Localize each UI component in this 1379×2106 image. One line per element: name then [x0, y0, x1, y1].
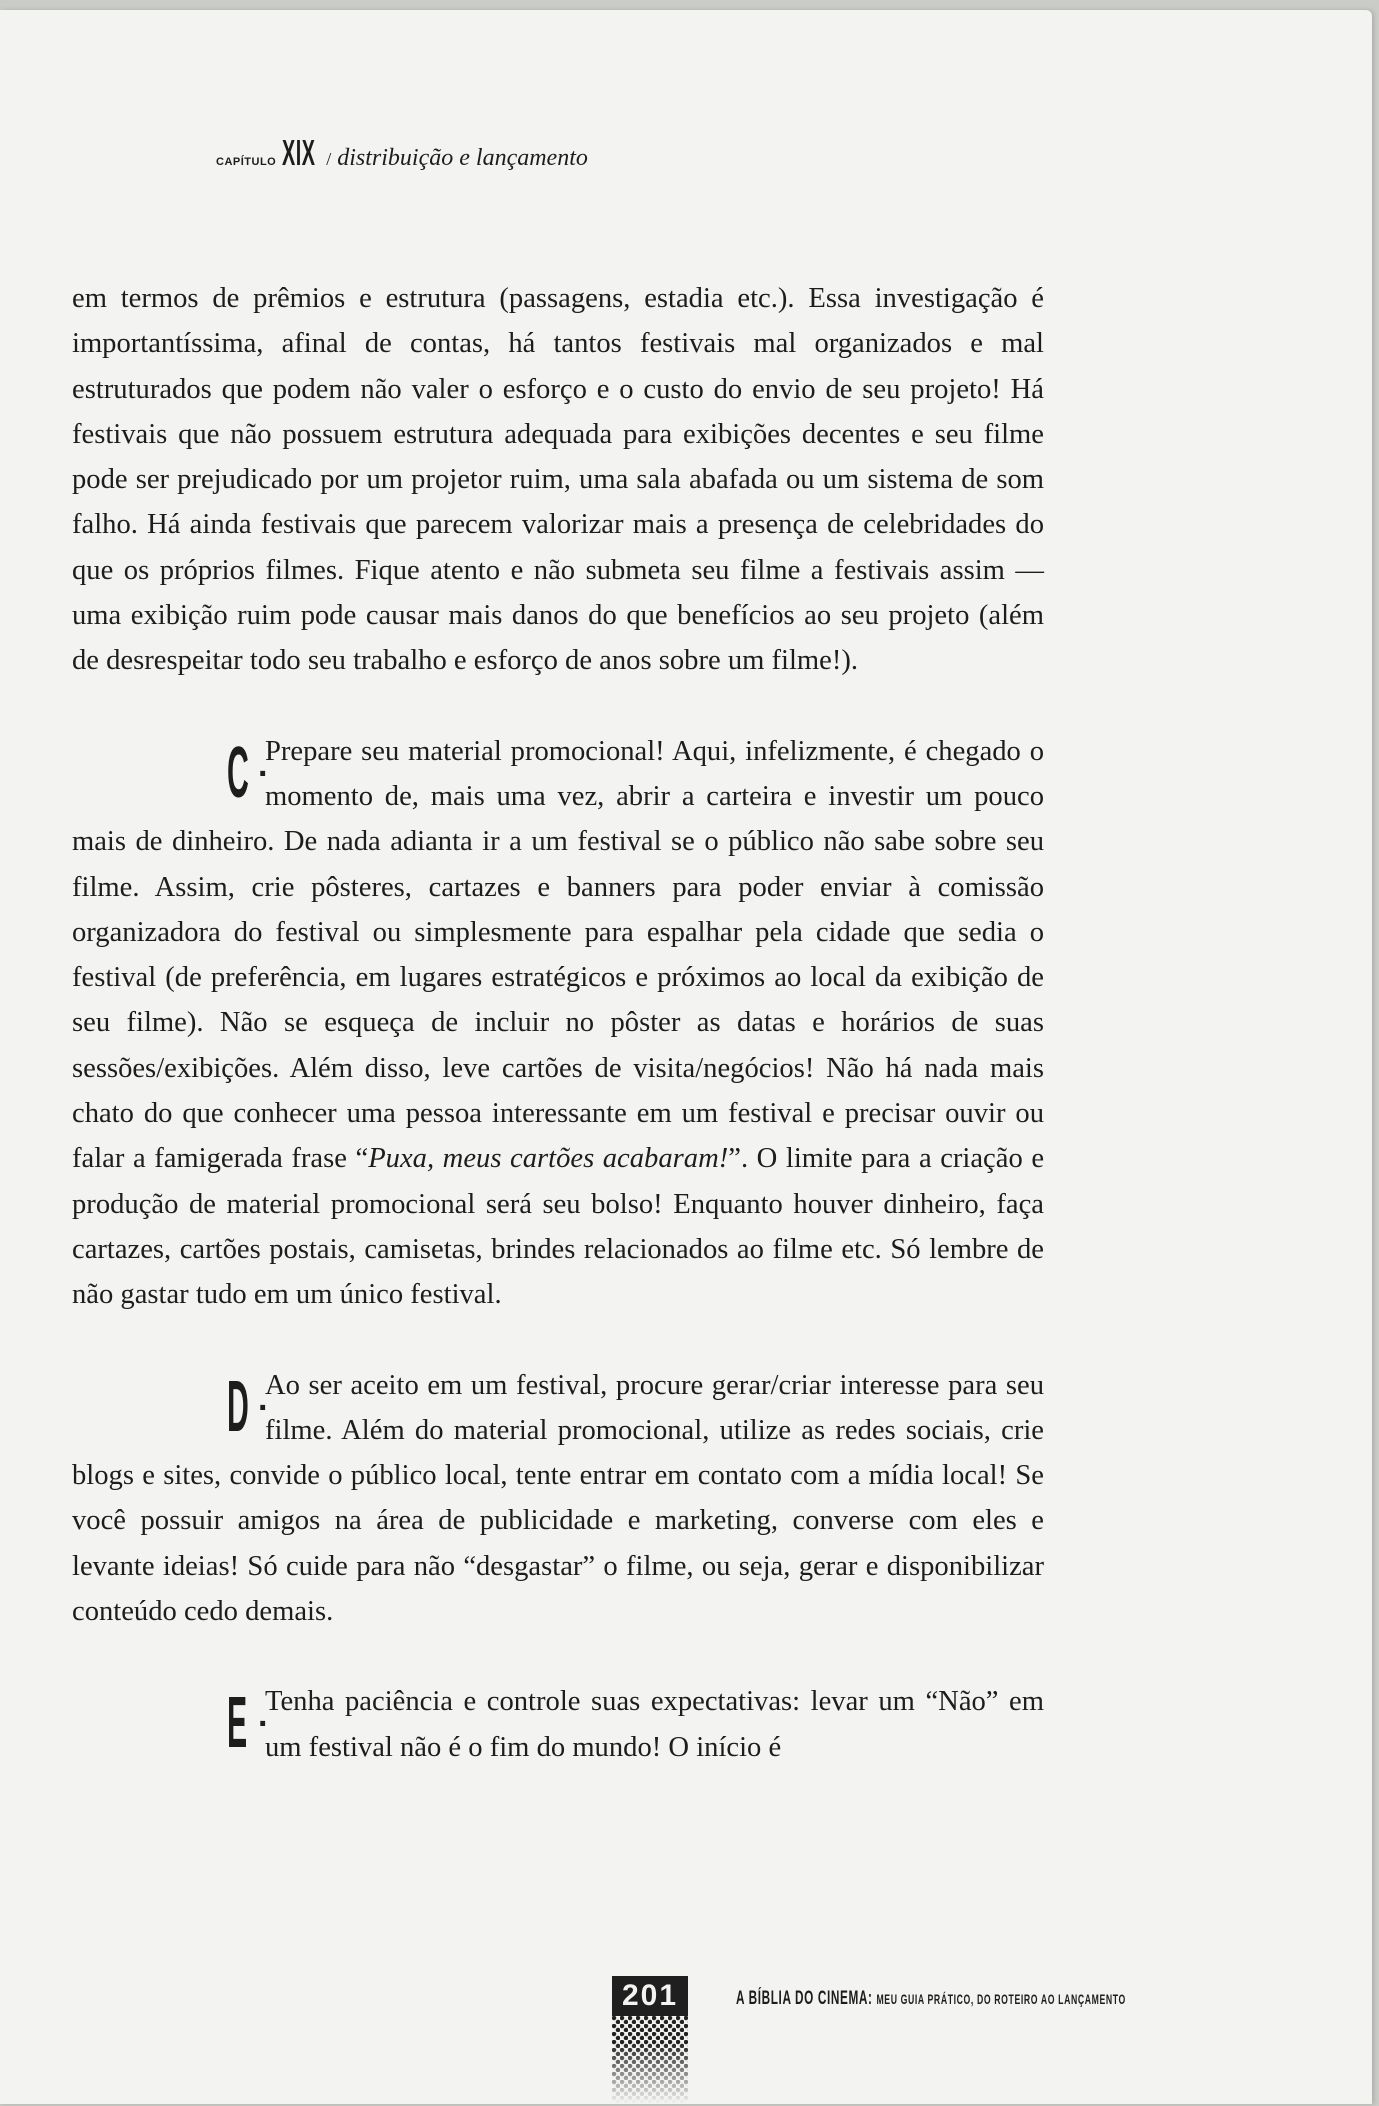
- dropcap-dot: .: [258, 745, 268, 784]
- book-title: A BÍBLIA DO CINEMA:: [736, 1988, 873, 2009]
- chapter-label: CAPÍTULO: [216, 156, 277, 168]
- dropcap-dot: .: [258, 1379, 268, 1418]
- dropcap-letter: E: [227, 1683, 248, 1764]
- header-separator: /: [326, 149, 332, 169]
- page-footer: [612, 1976, 1365, 2106]
- page-number-block: [612, 1976, 688, 2106]
- dropcap-letter: D: [227, 1366, 249, 1447]
- page-number: 201: [612, 1976, 688, 2016]
- dropcap-letter: C: [227, 732, 249, 813]
- list-item-c: [72, 729, 1044, 1318]
- running-footer: [736, 1988, 1126, 2010]
- item-e-text: Tenha paciência e controle suas expectativas: levar um “Não” em um festival não é o fim do mundo! O início é: [265, 1686, 1044, 1763]
- dropcap-dot: .: [258, 1696, 268, 1735]
- section-title: distribuição e lançamento: [337, 145, 588, 171]
- list-item-e: [72, 1679, 1044, 1770]
- chapter-number: XIX: [282, 132, 316, 173]
- item-c-quote: Puxa, meus cartões acabaram!: [368, 1143, 729, 1175]
- item-d-text: Ao ser aceito em um festival, procure gerar/criar interesse para seu filme. Além do material promocional, utilize as redes sociais, crie blogs e sites, convide o público local, tente entrar em contato com a mídia local! Se você possuir amigos na área de publicidade e marketing, converse com eles e levante ideias! Só cuide para não “desgastar” o filme, ou seja, gerar e disponibilizar conteúdo cedo demais.: [72, 1369, 1044, 1628]
- intro-paragraph: em termos de prêmios e estrutura (passagens, estadia etc.). Essa investigação é importantíssima, afinal de contas, há tantos festivais mal organizados e mal estruturados que podem não valer o esforço e o custo do envio de seu projeto! Há festivais que não possuem estrutura adequada para exibições decentes e seu filme pode ser prejudicado por um projetor ruim, uma sala abafada ou um sistema de som falho. Há ainda festivais que parecem valorizar mais a presença de celebridades do que os próprios filmes. Fique atento e não submeta seu filme a festivais assim — uma exibição ruim pode causar mais danos do que benefícios ao seu projeto (além de desrespeitar todo seu trabalho e esforço de anos sobre um filme!).: [72, 283, 1044, 677]
- item-c-text: [72, 729, 1044, 1318]
- list-item-d: [72, 1363, 1044, 1635]
- book-page: [0, 10, 1372, 2104]
- book-subtitle: MEU GUIA PRÁTICO, DO ROTEIRO AO LANÇAMENTO: [876, 1991, 1126, 2007]
- halftone-pattern: [612, 2016, 688, 2104]
- item-c-text-part1: Prepare seu material promocional! Aqui, infelizmente, é chegado o momento de, mais uma vez, abrir a carteira e investir um pouco mais de dinheiro. De nada adianta ir a um festival se o público não sabe sobre seu filme. Assim, crie pôsteres, cartazes e banners para poder enviar à comissão organizadora do festival ou simplesmente para espalhar pela cidade que sedia o festival (de preferência, em lugares estratégicos e próximos ao local da exibição de seu filme). Não se esqueça de incluir no pôster as datas e horários de suas sessões/exibições. Além disso, leve cartões de visita/negócios! Não há nada mais chato do que conhecer uma pessoa interessante em um festival e precisar ouvir ou falar a famigerada frase “: [72, 735, 1044, 1175]
- running-header: [216, 132, 588, 174]
- body-text: [72, 276, 1044, 1770]
- item-c-text-part2: ”. O limite para a criação e produção de material promocional será seu bolso! Enquanto houver dinheiro, faça cartazes, cartões postais, camisetas, brindes relacionados ao filme etc. Só lembre de não gastar tudo em um único festival.: [72, 1143, 1045, 1311]
